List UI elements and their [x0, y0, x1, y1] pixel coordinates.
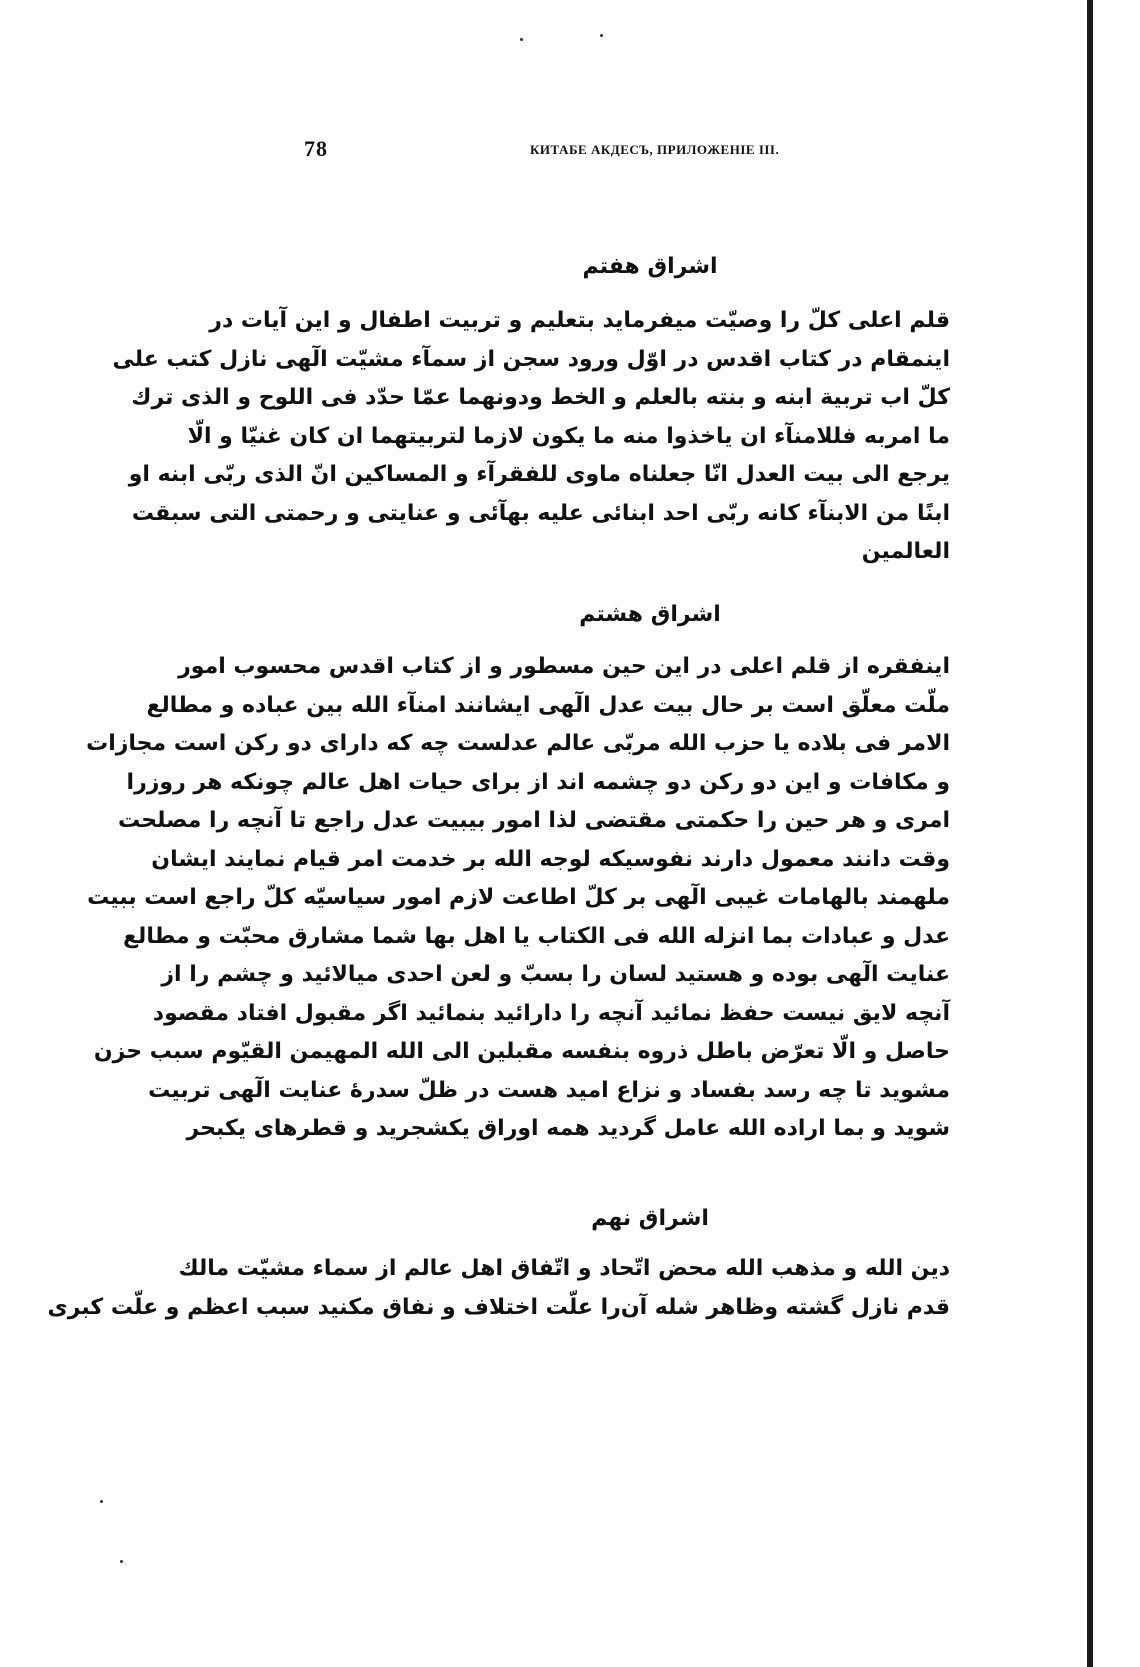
text-line: قدم نازل گشته وظاهر شله آن‌را علّت اختلاف و نفاق مکنید سبب اعظم و علّت کبری — [47, 1294, 950, 1320]
text-line: حاصل و الّا تعرّض باطل ذروه بنفسه مقبلین الی الله المهیمن القیّوم سبب حزن — [93, 1039, 950, 1064]
scan-speck — [100, 1500, 103, 1503]
text-line: امری و هر حین را حکمتی مقتضی لذا امور بیبیت عدل راجع تا آنچه را مصلحت — [117, 808, 950, 833]
text-line: دین الله و مذهب الله محض اتّحاد و اتّفاق اهل عالم از سماء مشیّت مالك — [178, 1256, 950, 1281]
text-line: ما امربه فللامنآء ان یاخذوا منه ما یکون لازما لتربیتهما ان کان غنیّا و الّا — [187, 423, 950, 449]
scan-speck — [520, 38, 523, 41]
text-line: ابنًا من الابنآء کانه ربّی احد ابنائی علیه بهآئی و عنایتی و رحمتی التی سبقت — [131, 500, 950, 526]
section-heading-7: اشراق هفتم — [582, 254, 718, 279]
text-line: اینمقام در کتاب اقدس در اوّل ورود سجن از سمآء مشیّت الٓهی نازل کتب علی — [112, 346, 950, 372]
text-line: العالمین — [861, 539, 950, 564]
running-head: КИТАБЕ АКДЕСЪ, ПРИЛОЖЕНІЕ III. — [530, 142, 780, 157]
text-line: ملهمند بالهامات غیبی الٓهی بر کلّ اطاعت لازم امور سیاسیّه کلّ راجع است ببیت — [87, 885, 950, 910]
text-line: ملّت معلّق است بر حال بیت عدل الٓهی ایشانند امنآء الله بین عباده و مطالع — [146, 692, 950, 718]
text-line: قلم اعلی کلّ را وصیّت میفرماید بتعلیم و تربیت اطفال و این آیات در — [209, 308, 950, 333]
text-line: یرجع الی بیت العدل انّا جعلناه ماوی للفقرآء و المساکین انّ الذی ربّی ابنه او — [128, 462, 950, 487]
text-line: شوید و بما اراده الله عامل گردید همه اوراق یکشجرید و قطرهای یکبحر — [186, 1116, 950, 1141]
scan-speck — [120, 1560, 123, 1563]
text-line: الامر فی بلاده یا حزب الله مربّی عالم عدلست چه که دارای دو رکن است مجازات — [86, 731, 950, 756]
page-edge-rule — [1087, 0, 1093, 1667]
text-line: وقت دانند معمول دارند نفوسیکه لوجه الله بر خدمت امر قیام نمایند ایشان — [151, 846, 950, 872]
section-heading-9: اشراق نهم — [591, 1206, 709, 1231]
text-line: عدل و عبادات بما انزله الله فی الکتاب یا اهل بها شما مشارق محبّت و مطالع — [123, 923, 950, 949]
section-heading-8: اشراق هشتم — [579, 602, 721, 627]
text-line: آنچه لایق نیست حفظ نمائید آنچه را دارائید بنمائید اگر مقبول افتاد مقصود — [152, 1000, 950, 1026]
page-number: 78 — [304, 136, 328, 161]
section-paragraph-9 — [47, 1250, 950, 1327]
scan-speck — [600, 34, 603, 37]
text-line: عنایت الٓهی بوده و هستید لسان را بسبّ و لعن احدی میالائید و چشم را از — [161, 962, 950, 987]
text-line: و مکافات و این دو رکن دو چشمه اند از برای حیات اهل عالم چونکه هر روزرا — [126, 769, 950, 795]
text-line: کلّ اب تربیة ابنه و بنته بالعلم و الخط ودونهما عمّا حدّد فی اللوح و الذی ترك — [131, 385, 950, 410]
text-line: مشوید تا چه رسد بفساد و نزاع امید هست در ظلّ سدرهٔ عنایت الٓهی تربیت — [148, 1077, 950, 1103]
section-paragraph-7 — [112, 302, 950, 572]
section-paragraph-8 — [86, 648, 950, 1149]
text-line: اینفقره از قلم اعلی در این حین مسطور و از کتاب اقدس محسوب امور — [178, 654, 950, 679]
